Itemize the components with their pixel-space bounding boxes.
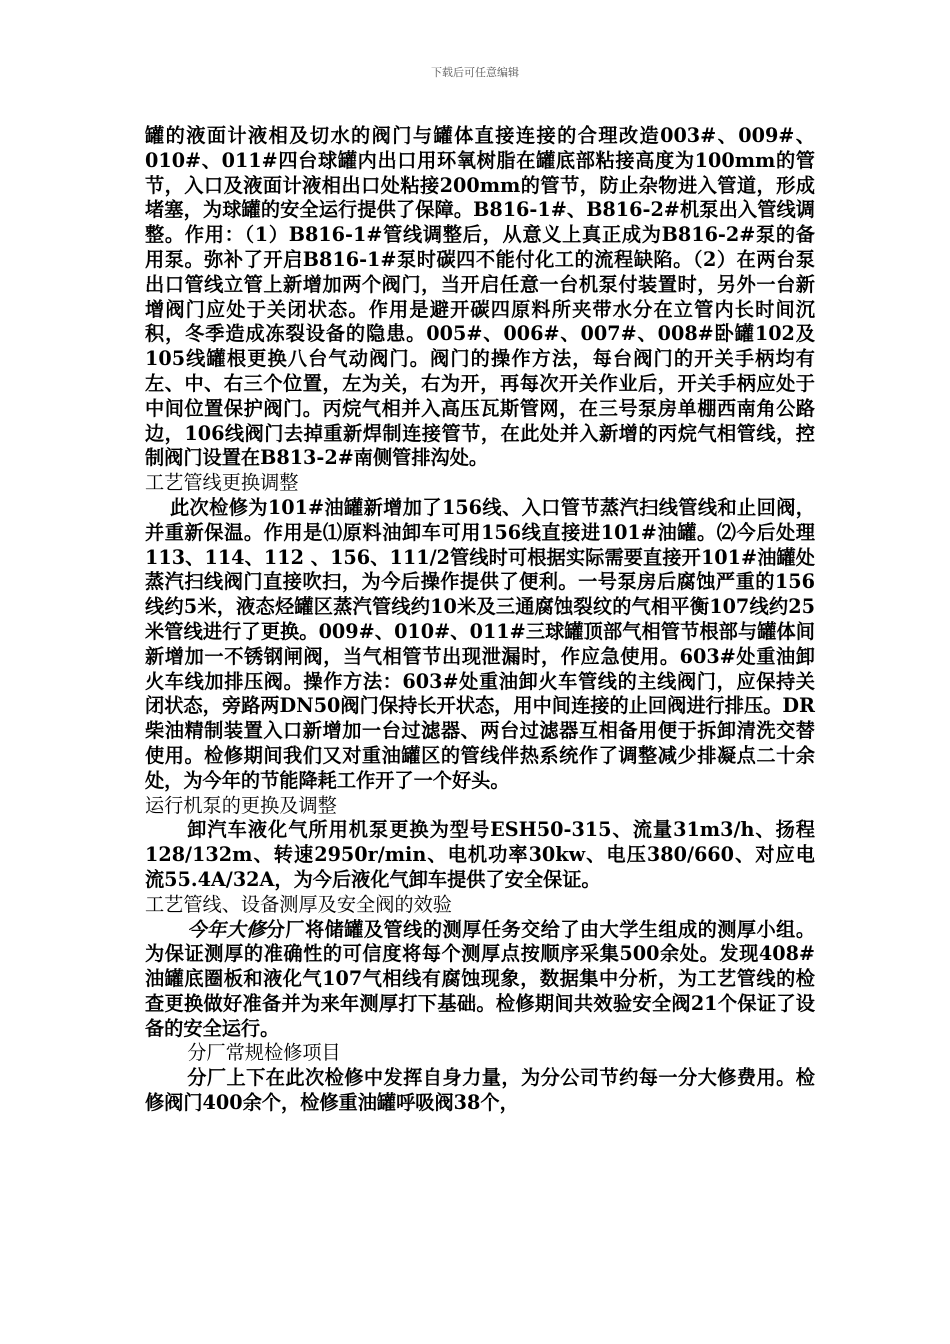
section-heading-pipeline-replacement: 工艺管线更换调整 — [145, 471, 299, 495]
paragraph-pipeline-replacement: 此次检修为101#油罐新增加了156线、入口管节蒸汽扫线管线和止回阀，并重新保温。作用是⑴原料油卸车可用156线直接进101#油罐。⑵今后处理113、114、112 、156、111/2管线时可根据实际需要直接开101#油罐处蒸汽扫线阀门直接吹扫，为今后操作提供了便利。一号泵房后腐蚀严重的156线约5米，液态烃罐区蒸汽管线约10米及三通腐蚀裂纹的气相平衡107线约25米管线进行了更换。009#、010#、011#三球罐顶部气相管节根部与罐体间新增加一不锈钢闸阀，当气相管节出现泄漏时，作应急使用。603#处重油卸火车线加排压阀。操作方法：603#处重油卸火车管线的主线阀门，应保持关闭状态，旁路两DN50阀门保持长开状态，用中间连接的止回阀进行排压。DR柴油精制装置入口新增加一台过滤器、两台过滤器互相备用便于拆卸清洗交替使用。检修期间我们又对重油罐区的管线伴热系统作了调整减少排凝点二十余处，为今年的节能降耗工作开了一个好头。 — [145, 495, 815, 792]
paragraph-pipe-modification: 罐的液面计液相及切水的阀门与罐体直接连接的合理改造003#、009#、010#、011#四台球罐内出口用环氧树脂在罐底部粘接高度为100mm的管节，入口及液面计液相出口处粘接200mm的管节，防止杂物进入管道，形成堵塞，为球罐的安全运行提供了保障。B816-1#、B816-2#机泵出入管线调整。作用：（1）B816-1#管线调整后，从意义上真正成为B816-2#泵的备用泵。弥补了开启B816-1#泵时碳四不能付化工的流程缺陷。（2）在两台泵出口管线立管上新增加两个阀门，当开启任意一台机泵付装置时，另外一台新增阀门应处于关闭状态。作用是避开碳四原料所夹带水分在立管内长时间沉积，冬季造成冻裂设备的隐患。005#、006#、007#、008#卧罐102及105线罐根更换八台气动阀门。阀门的操作方法，每台阀门的开关手柄均有左、中、右三个位置，左为关，右为开，再每次开关作业后，开关手柄应处于中间位置保护阀门。丙烷气相并入高压瓦斯管网，在三号泵房单棚西南角公路边，106线阀门去掉重新焊制连接管节，在此处并入新增的丙烷气相管线，控制阀门设置在B813-2#南侧管排沟处。 — [145, 124, 815, 470]
page-header: 下载后可任意编辑 — [431, 66, 519, 79]
paragraph-thickness-measurement — [145, 918, 815, 1042]
document-body — [145, 124, 815, 1116]
section-heading-thickness-measurement: 工艺管线、设备测厚及安全阀的效验 — [145, 892, 452, 916]
section-heading-pump-replacement: 运行机泵的更换及调整 — [145, 793, 337, 817]
paragraph-routine-maintenance: 分厂上下在此次检修中发挥自身力量，为分公司节约每一分大修费用。检修阀门400余个，检修重油罐呼吸阀38个， — [145, 1066, 815, 1115]
paragraph-thickness-text: 分厂将储罐及管线的测厚任务交给了由大学生组成的测厚小组。为保证测厚的准确性的可信度将每个测厚点按顺序采集500余处。发现408#油罐底圈板和液化气107气相线有腐蚀现象，数据集中分析，为工艺管线的检查更换做好准备并为来年测厚打下基础。检修期间共效验安全阀21个保证了设备的安全运行。 — [145, 917, 816, 1040]
italic-phrase: 今年大修 — [187, 917, 266, 941]
paragraph-pump-replacement: 卸汽车液化气所用机泵更换为型号ESH50-315、流量31m3/h、扬程128/132m、转速2950r/min、电机功率30kw、电压380/660、对应电流55.4A/32A，为今后液化气卸车提供了安全保证。 — [145, 818, 815, 891]
section-heading-routine-maintenance: 分厂常规检修项目 — [187, 1041, 341, 1065]
